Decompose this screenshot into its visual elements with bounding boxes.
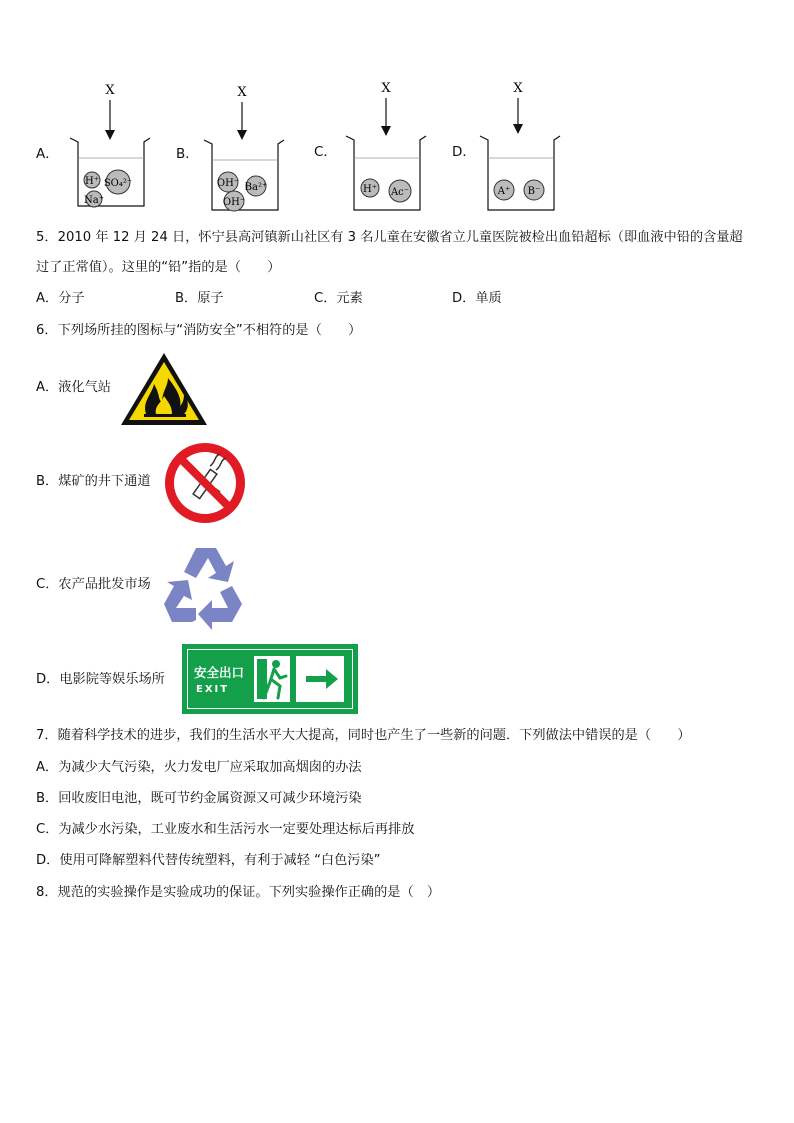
flammable-warning-icon (118, 350, 210, 428)
q6-option-c-label: C．农产品批发市场 (36, 577, 151, 592)
running-man-arrow-icon (254, 656, 350, 702)
q7-option-a: A．为减少大气污染，火力发电厂应采取加高烟囱的办法 (36, 760, 362, 775)
svg-text:B⁻: B⁻ (527, 186, 541, 197)
svg-text:X: X (513, 81, 523, 96)
exit-sign-icon (182, 644, 358, 714)
svg-text:X: X (237, 85, 247, 100)
svg-text:H⁺: H⁺ (363, 184, 377, 195)
arrow-label: X (105, 83, 115, 98)
q5-option-b: B．原子 (175, 291, 224, 306)
q6-stem: 6．下列场所挂的图标与“消防安全”不相符的是（ ） (36, 323, 362, 338)
svg-text:H⁺: H⁺ (85, 176, 99, 187)
option-letter: B． (176, 146, 199, 162)
q5-stem-line1: 5．2010 年 12 月 24 日，怀宁县高河镇新山社区有 3 名儿童在安徽省立儿童医院被检出血铅超标（即血液中铅的含量超 (36, 230, 743, 245)
svg-text:SO₄²⁻: SO₄²⁻ (103, 178, 133, 189)
svg-text:X: X (381, 81, 391, 96)
q5-stem-line2: 过了正常值）。这里的“铅”指的是（ ） (36, 260, 281, 275)
q6-option-d-label: D．电影院等娱乐场所 (36, 672, 165, 687)
recycle-icon (162, 542, 254, 630)
option-letter: A． (36, 146, 59, 162)
svg-text:A⁺: A⁺ (497, 186, 511, 197)
svg-text:Ac⁻: Ac⁻ (390, 187, 410, 198)
q6-option-b-label: B．煤矿的井下通道 (36, 474, 151, 489)
beaker-a-diagram (64, 80, 154, 215)
beaker-d-diagram (474, 78, 564, 213)
option-letter: C． (314, 144, 337, 160)
svg-text:OH⁻: OH⁻ (222, 197, 246, 208)
q7-option-c: C．为减少水污染，工业废水和生活污水一定要处理达标后再排放 (36, 822, 415, 837)
q7-stem: 7．随着科学技术的进步，我们的生活水平大大提高，同时也产生了一些新的问题．下列做法中错误的是（ ） (36, 728, 691, 743)
exit-sign-cn: 安全出口 (194, 665, 245, 680)
svg-text:OH⁻: OH⁻ (216, 178, 240, 189)
exit-sign-en: EXIT (196, 684, 230, 695)
q7-option-d: D．使用可降解塑料代替传统塑料，有利于减轻 “白色污染” (36, 853, 381, 868)
q8-stem: 8．规范的实验操作是实验成功的保证。下列实验操作正确的是（ ） (36, 885, 441, 900)
q6-option-a-label: A．液化气站 (36, 380, 111, 395)
q5-option-d: D．单质 (452, 291, 502, 306)
beaker-b-diagram (198, 82, 288, 217)
q5-option-a: A．分子 (36, 291, 85, 306)
svg-text:Na⁺: Na⁺ (84, 195, 104, 206)
q5-option-c: C．元素 (314, 291, 363, 306)
svg-text:Ba²⁺: Ba²⁺ (244, 182, 268, 193)
no-smoking-icon (162, 440, 248, 526)
beaker-c-diagram (340, 78, 430, 213)
option-letter: D． (452, 144, 476, 160)
q7-option-b: B．回收废旧电池，既可节约金属资源又可减少环境污染 (36, 791, 362, 806)
